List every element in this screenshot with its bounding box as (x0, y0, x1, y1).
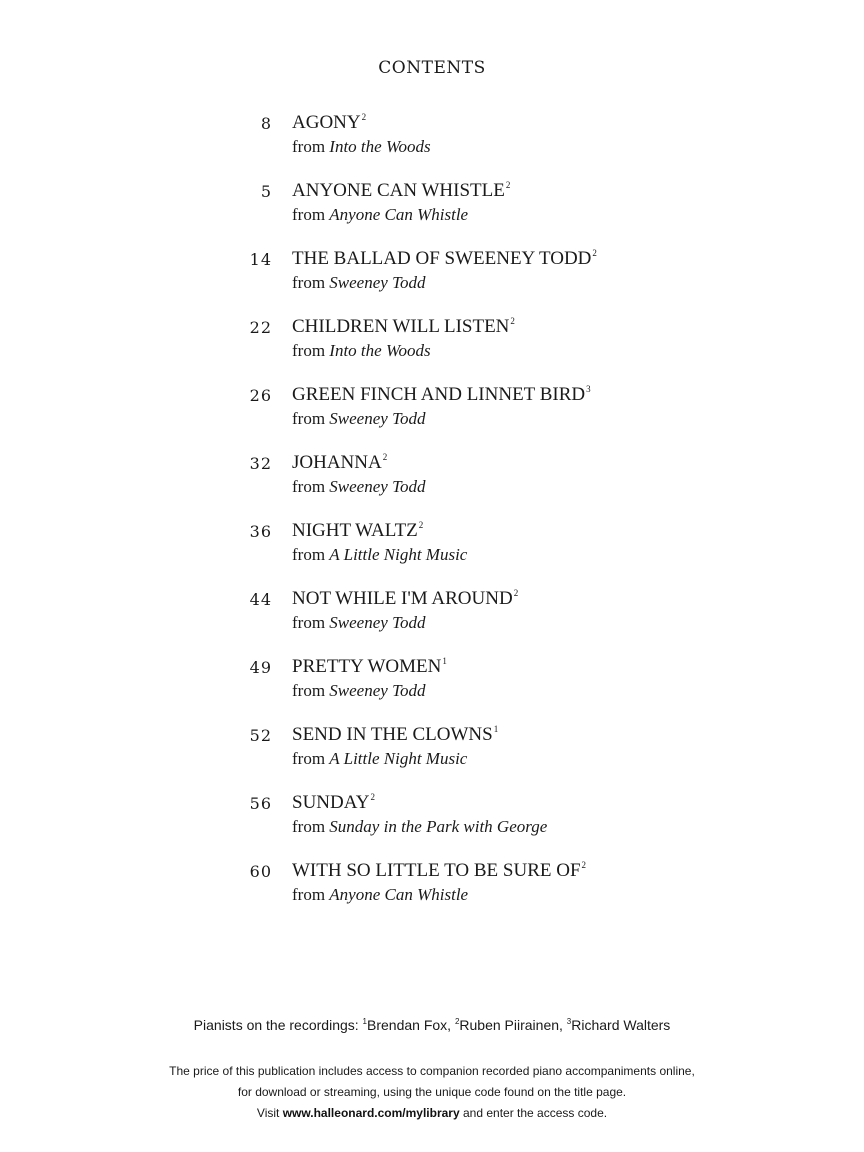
pianists-credit (0, 1017, 864, 1033)
entry-title-text: THE BALLAD OF SWEENEY TODD (292, 248, 592, 269)
entry-pianist-ref: 3 (586, 384, 591, 394)
contents-entry (0, 588, 864, 648)
entry-source (292, 341, 431, 361)
entry-pianist-ref: 2 (382, 452, 388, 462)
entry-pianist-ref: 2 (510, 316, 515, 326)
pianist-3: Richard Walters (571, 1017, 671, 1033)
entry-from-word: from (292, 681, 326, 700)
page-title: CONTENTS (378, 58, 486, 78)
entry-source (292, 885, 468, 905)
pianist-ref-1: 1 (362, 1017, 367, 1026)
entry-title-text: NIGHT WALTZ (292, 520, 418, 541)
entry-show-title: Sweeney Todd (329, 613, 426, 632)
contents-entry (0, 452, 864, 512)
entry-page-number: 26 (249, 386, 272, 405)
contents-entry (0, 180, 864, 240)
contents-entry (0, 112, 864, 172)
entry-source (292, 817, 547, 837)
entry-show-title: A Little Night Music (329, 545, 468, 564)
entry-source (292, 749, 467, 769)
entry-from-word: from (292, 613, 326, 632)
entry-source (292, 681, 425, 701)
entry-show-title: Into the Woods (329, 341, 431, 360)
entry-title (292, 656, 447, 678)
entry-page-number: 22 (249, 318, 272, 337)
entry-pianist-ref: 2 (513, 588, 519, 598)
entry-title (292, 588, 518, 610)
entry-title (292, 792, 375, 814)
pianist-ref-3: 3 (566, 1017, 572, 1026)
contents-entry (0, 724, 864, 784)
entry-from-word: from (292, 205, 326, 224)
entry-source (292, 477, 425, 497)
contents-entry (0, 248, 864, 308)
entry-page-number: 8 (260, 114, 272, 133)
entry-show-title: Sweeney Todd (329, 409, 426, 428)
contents-entry (0, 384, 864, 444)
entry-from-word: from (292, 409, 326, 428)
entry-show-title: Sweeney Todd (329, 477, 426, 496)
entry-source (292, 205, 468, 225)
entry-show-title: A Little Night Music (329, 749, 468, 768)
entry-title (292, 384, 591, 406)
entry-title (292, 316, 515, 338)
entry-pianist-ref: 2 (505, 180, 511, 190)
entry-from-word: from (292, 477, 326, 496)
entry-from-word: from (292, 137, 326, 156)
contents-entry (0, 316, 864, 376)
entry-source (292, 273, 425, 293)
entry-show-title: Sunday in the Park with George (329, 817, 548, 836)
entry-pianist-ref: 2 (581, 860, 587, 870)
library-url-link[interactable]: www.halleonard.com/mylibrary (282, 1106, 460, 1120)
entry-from-word: from (292, 273, 326, 292)
entry-title (292, 724, 498, 746)
entry-title (292, 520, 423, 542)
notice-end: and enter the access code. (459, 1106, 608, 1120)
entry-pianist-ref: 2 (370, 792, 375, 802)
entry-from-word: from (292, 341, 326, 360)
entry-page-number: 5 (260, 182, 272, 201)
notice-line-2: for download or streaming, using the unique code found on the title page. (237, 1085, 627, 1099)
entry-title (292, 248, 597, 270)
notice-visit: Visit (256, 1106, 283, 1120)
entry-pianist-ref: 2 (592, 248, 597, 258)
entry-title-text: NOT WHILE I'M AROUND (292, 588, 513, 609)
pianists-prefix: Pianists on the recordings: (193, 1017, 363, 1033)
entry-title-text: GREEN FINCH AND LINNET BIRD (292, 384, 586, 405)
entry-title (292, 860, 586, 882)
notice-line-3 (0, 1103, 864, 1124)
entry-source (292, 137, 431, 157)
contents-entry (0, 860, 864, 920)
contents-entry (0, 520, 864, 580)
entry-title-text: AGONY (292, 112, 361, 133)
entry-source (292, 613, 425, 633)
entry-page-number: 56 (249, 794, 272, 813)
entry-from-word: from (292, 885, 326, 904)
entry-from-word: from (292, 749, 326, 768)
pianist-ref-2: 2 (454, 1017, 460, 1026)
entry-from-word: from (292, 545, 326, 564)
entry-title-text: WITH SO LITTLE TO BE SURE OF (292, 860, 581, 881)
entry-page-number: 32 (249, 454, 272, 473)
entry-page-number: 52 (249, 726, 272, 745)
entry-page-number: 36 (249, 522, 272, 541)
entry-show-title: Into the Woods (329, 137, 431, 156)
entry-page-number: 60 (249, 862, 272, 881)
entry-pianist-ref: 1 (493, 724, 499, 734)
entry-page-number: 14 (249, 250, 272, 269)
entry-page-number: 44 (249, 590, 272, 609)
entry-pianist-ref: 2 (361, 112, 367, 122)
entry-title-text: JOHANNA (292, 452, 382, 473)
entry-source (292, 545, 467, 565)
entry-title (292, 180, 510, 202)
entry-pianist-ref: 2 (418, 520, 424, 530)
entry-page-number: 49 (249, 658, 272, 677)
contents-entry (0, 656, 864, 716)
entry-title-text: PRETTY WOMEN (292, 656, 442, 677)
entry-pianist-ref: 1 (442, 656, 447, 666)
entry-title-text: ANYONE CAN WHISTLE (292, 180, 505, 201)
entry-title-text: SUNDAY (292, 792, 370, 813)
entry-from-word: from (292, 817, 326, 836)
entry-source (292, 409, 425, 429)
notice-line-1: The price of this publication includes access to companion recorded piano accompaniments online, (169, 1064, 695, 1078)
entry-show-title: Sweeney Todd (329, 681, 426, 700)
entry-title (292, 452, 387, 474)
pianist-1: Brendan Fox, (367, 1017, 455, 1033)
contents-entry (0, 792, 864, 852)
entry-title-text: CHILDREN WILL LISTEN (292, 316, 510, 337)
pianist-2: Ruben Piirainen, (459, 1017, 567, 1033)
entry-title (292, 112, 366, 134)
entry-show-title: Anyone Can Whistle (329, 885, 469, 904)
access-notice (0, 1061, 864, 1124)
entry-title-text: SEND IN THE CLOWNS (292, 724, 493, 745)
entry-show-title: Sweeney Todd (329, 273, 426, 292)
entry-show-title: Anyone Can Whistle (329, 205, 469, 224)
